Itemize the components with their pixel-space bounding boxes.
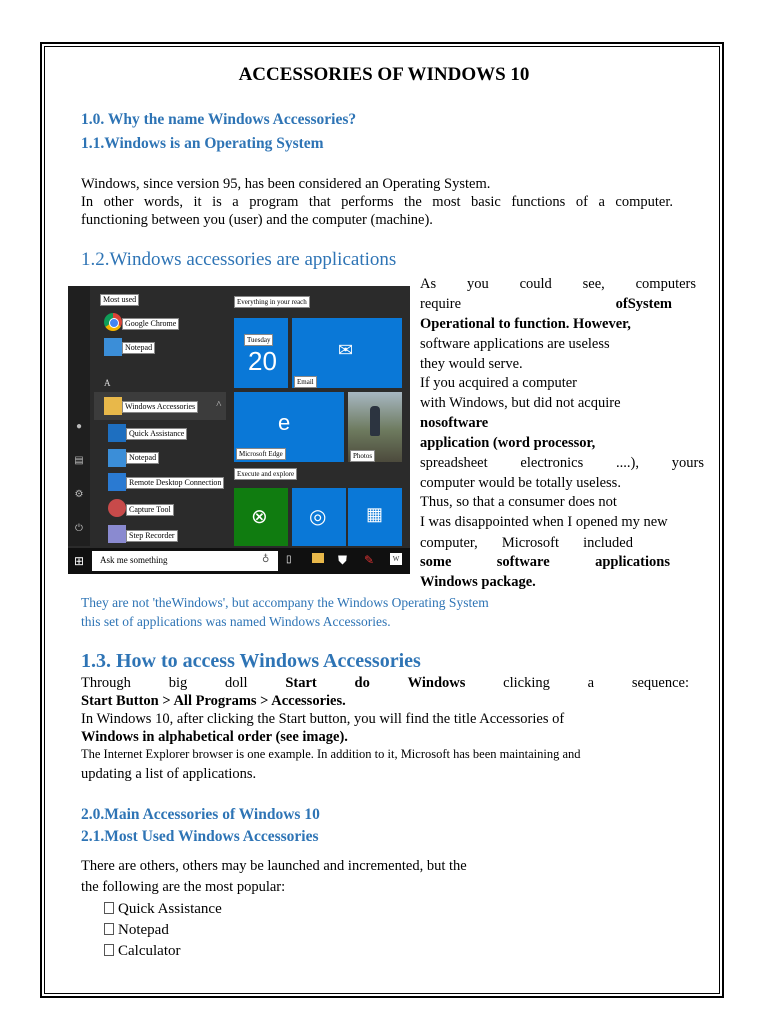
paragraph-4-line-2: the following are the most popular: [81,879,286,895]
paragraph-4-line-1: There are others, others may be launched and incremented, but the [81,858,467,874]
acc-notepad[interactable]: Notepad [126,452,159,464]
acc-remote-desktop[interactable]: Remote Desktop Connection [126,477,224,489]
email-tile[interactable] [292,318,402,388]
start-rail [68,286,90,546]
side-line-16: Windows package. [420,574,536,590]
accessories-folder-row[interactable] [94,392,226,420]
heading-1-2: 1.2.Windows accessories are applications [81,249,397,270]
microphone-icon[interactable]: ♁ [262,554,270,565]
file-explorer-icon[interactable] [312,553,324,563]
calendar-tile[interactable] [234,318,288,388]
wordpad-icon[interactable]: W [390,553,402,565]
tiles-header: Everything in your reach [234,296,310,308]
store-icon[interactable]: ⛊ [338,553,348,567]
list-item: Notepad [104,922,169,939]
acc-capture-tool[interactable]: Capture Tool [126,504,174,516]
side-line-2: require ofSystem [420,296,672,312]
music-icon: ◎ [309,506,327,528]
groove-tile[interactable] [292,488,346,546]
xbox-icon: ⊗ [251,506,268,528]
side-line-3: Operational to function. However, [420,316,631,332]
quick-assist-icon [108,424,126,442]
bullet-box-icon [104,923,114,935]
paragraph-3-line-4: Windows in alphabetical order (see image). [81,729,348,745]
app-notepad[interactable]: Notepad [122,342,155,354]
paragraph-1-line-1: Windows, since version 95, has been considered an Operating System. [81,176,491,192]
paragraph-1-line-2: In other words, it is a program that performs the most basic functions of a computer. [81,194,673,210]
side-line-11: computer would be totally useless. [420,475,621,491]
side-line-1: As you could see, computers [420,276,697,292]
bullet-box-icon [104,902,114,914]
start-menu-screenshot [68,286,410,574]
chevron-up-icon: ˄ [216,399,222,410]
search-placeholder: Ask me something [100,555,168,565]
capture-tool-icon [108,499,126,517]
taskbar [68,548,410,574]
person-photo [370,406,380,436]
step-recorder-icon [108,525,126,543]
heading-1-0: 1.0. Why the name Windows Accessories? [81,111,357,128]
list-item: Calculator [104,943,180,960]
email-label: Email [294,376,317,388]
photos-label: Photos [350,450,375,462]
heading-1-3: 1.3. How to access Windows Accessories [81,650,421,672]
power-icon: ⏻ [75,523,83,534]
task-view-icon[interactable]: ▯ [286,554,292,565]
side-line-6: If you acquired a computer [420,375,578,391]
calendar-date: 20 [248,346,277,376]
photos-tile[interactable] [348,392,402,462]
heading-2-1: 2.1.Most Used Windows Accessories [81,828,319,845]
paragraph-3-line-6: updating a list of applications. [81,766,257,782]
paragraph-3-line-2: Start Button > All Programs > Accessories. [81,693,346,709]
settings-icon: ⚙ [74,489,84,500]
edge-icon: e [278,410,291,435]
xbox-tile[interactable] [234,488,288,546]
acc-step-recorder[interactable]: Step Recorder [126,530,178,542]
windows-start-icon[interactable]: ⊞ [74,554,85,568]
document-title: ACCESSORIES OF WINDOWS 10 [238,64,530,85]
app-google-chrome[interactable]: Google Chrome [122,318,179,330]
side-line-8: nosoftware [420,415,489,431]
heading-2-0: 2.0.Main Accessories of Windows 10 [81,806,320,823]
side-line-5: they would serve. [420,356,523,372]
film-icon: ▦ [366,504,384,524]
notepad-icon [104,338,122,356]
side-line-10: spreadsheet electronics ....), yours [420,455,704,471]
paragraph-3-line-5: The Internet Explorer browser is one example. In addition to it, Microsoft has been maintaining and [81,747,581,761]
user-icon: ● [75,421,83,432]
movies-tile[interactable] [348,488,402,546]
side-line-7: with Windows, but did not acquire [420,395,621,411]
side-line-15: some software applications [420,554,670,570]
search-box[interactable] [92,551,278,571]
paragraph-2-line-1: They are not 'theWindows', but accompany the Windows Operating System [81,595,489,610]
tiles-header-2: Execute and explore [234,468,297,480]
paragraph-1-line-3: functioning between you (user) and the computer (machine). [81,212,433,228]
chrome-icon [104,313,122,331]
folder-icon [104,397,122,415]
paint-icon[interactable]: ✎ [364,553,375,567]
side-line-14: computer, Microsoft included [420,535,633,551]
acc-quick-assistance[interactable]: Quick Assistance [126,428,187,440]
list-item: Quick Assistance [104,901,222,918]
remote-desktop-icon [108,473,126,491]
letter-a-header: A [104,378,111,388]
edge-label: Microsoft Edge [236,448,286,460]
folder-label: Windows Accessories [122,401,198,413]
bullet-box-icon [104,944,114,956]
documents-icon: ▤ [74,455,84,466]
mail-icon: ✉ [338,340,354,360]
most-used-label: Most used [100,294,139,306]
side-line-4: software applications are useless [420,336,610,352]
heading-1-1: 1.1.Windows is an Operating System [81,135,324,152]
paragraph-3-line-3: In Windows 10, after clicking the Start button, you will find the title Accessories of [81,711,565,727]
side-line-12: Thus, so that a consumer does not [420,494,617,510]
paragraph-3-line-1: Through big doll Start do Windows clicking a sequence: [81,675,689,691]
notepad-icon [108,449,126,467]
side-line-13: I was disappointed when I opened my new [420,514,668,530]
side-line-9: application (word processor, [420,435,596,451]
paragraph-2-line-2: this set of applications was named Windows Accessories. [81,614,391,629]
calendar-day: Tuesday [244,334,273,346]
edge-tile[interactable] [234,392,344,462]
